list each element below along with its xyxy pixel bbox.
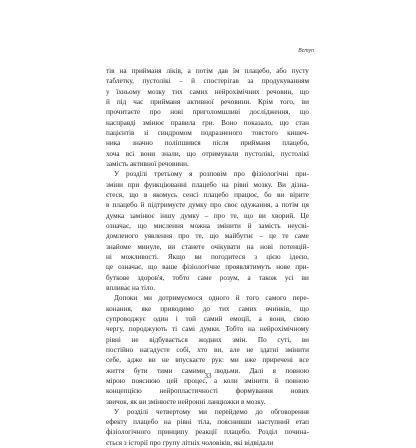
text-line: У розділі третьому я розповім про фізіологічні при- [114, 170, 309, 179]
text-line: насправді змінює правила гри. Воно показало, що стан [106, 118, 309, 127]
text-line: ника значно поліпшився після прийманя плацебо, [106, 139, 309, 148]
text-line: таблетку, пустолікі – й спостерігав за продукуванням [106, 77, 309, 86]
text-line: себе, адже ви не впускаєте рук: ми вже приречені все [106, 356, 309, 365]
text-line: в плацебо й підтримуєте думку про своє одужання, а потім ця [106, 201, 309, 210]
text-line: концепцією нейропластичності формування нових [106, 387, 309, 396]
text-line: пацієнтів зі синдромом подразненого товстого кишеч- [106, 128, 309, 137]
text-line: життя бути тими самими людьми. Далі я повною [106, 366, 309, 375]
text-line: Допоки ми дотримуємося одного й того самого пере- [114, 294, 309, 303]
text-line: конання, яке приводимо до тих самих вчинків, що [106, 304, 309, 313]
text-line: й під час прийманя активної речовини. Крім того, ви [106, 97, 309, 106]
body-text [106, 66, 309, 448]
text-line: впливає на тіло. [106, 283, 155, 292]
text-line: єтеся, що в якомусь сенсі плацебо працює, бо ви вірите [106, 190, 309, 199]
text-line: зміни при функціюванні плацебо на рівні мозку. Ви дізна- [106, 180, 309, 189]
text-line: домленого уявлення про те, що майбутнє – це те саме [106, 232, 309, 241]
text-line: ефекту плацебо на рівні тіла, пояснивши наступний етап [106, 418, 309, 427]
paragraph [106, 293, 309, 407]
paragraph [106, 66, 309, 169]
text-line: прочитаєте про нові приголомшливі дослідження, що [106, 108, 309, 117]
text-line: мірою пояснюю цей процес, а коли змінити й повною [106, 376, 309, 385]
text-line: рівні не відбувається жодних змін. По суті, ви [106, 335, 309, 344]
paragraph [106, 407, 309, 448]
text-line: звичок, як ви змінюєте нейронні ланцюжки в мозку. [106, 397, 266, 406]
text-line: постійно нагадуєте собі, хто ви, але не здатні змінити [106, 345, 309, 354]
text-line: замість активної речовини. [106, 159, 189, 168]
text-line: означає, що мислення можна змінити й замість неусві- [106, 221, 309, 230]
text-line: ні можливості. Якщо ви погодитеся з цією ідеєю, [106, 252, 309, 261]
paragraph [106, 169, 309, 293]
text-line: буткове здоров'я, тобто саме розум, а також усі ви [106, 273, 309, 282]
text-line: думка замінює іншу думку – про те, що ви хворий. Це [106, 211, 309, 220]
text-line: фізіологічного принципу реакції плацебо. Розділ почина- [106, 428, 309, 437]
text-line: У розділі четвертому ми перейдемо до обговорення [114, 407, 309, 416]
text-line: чергу, породжують ті самі думки. Тобто на нейрохімічному [106, 325, 309, 334]
text-line: знайоме минуле, ви станете очікувати на нові потенцій- [106, 242, 309, 251]
page-number: 33 [204, 372, 212, 380]
running-head: Вступ [298, 48, 314, 54]
text-line: хоча всі вони знали, що отримували пустолікі, пустолікі [106, 149, 309, 158]
text-line: супроводжує один і той самий емоції, а вони, свою [106, 314, 309, 323]
text-line: ється з історії про групу літніх чоловіків, які відвідали [106, 438, 274, 447]
text-line: тів на прийманя ліків, а потім дав їм плацебо, або пусту [106, 67, 309, 75]
text-line: це означає, що ваше фізіологічне проявлятимуть нове при- [106, 263, 309, 272]
text-line: у їхньому мозку тих самих нейрохімічних речовин, що [106, 87, 309, 96]
